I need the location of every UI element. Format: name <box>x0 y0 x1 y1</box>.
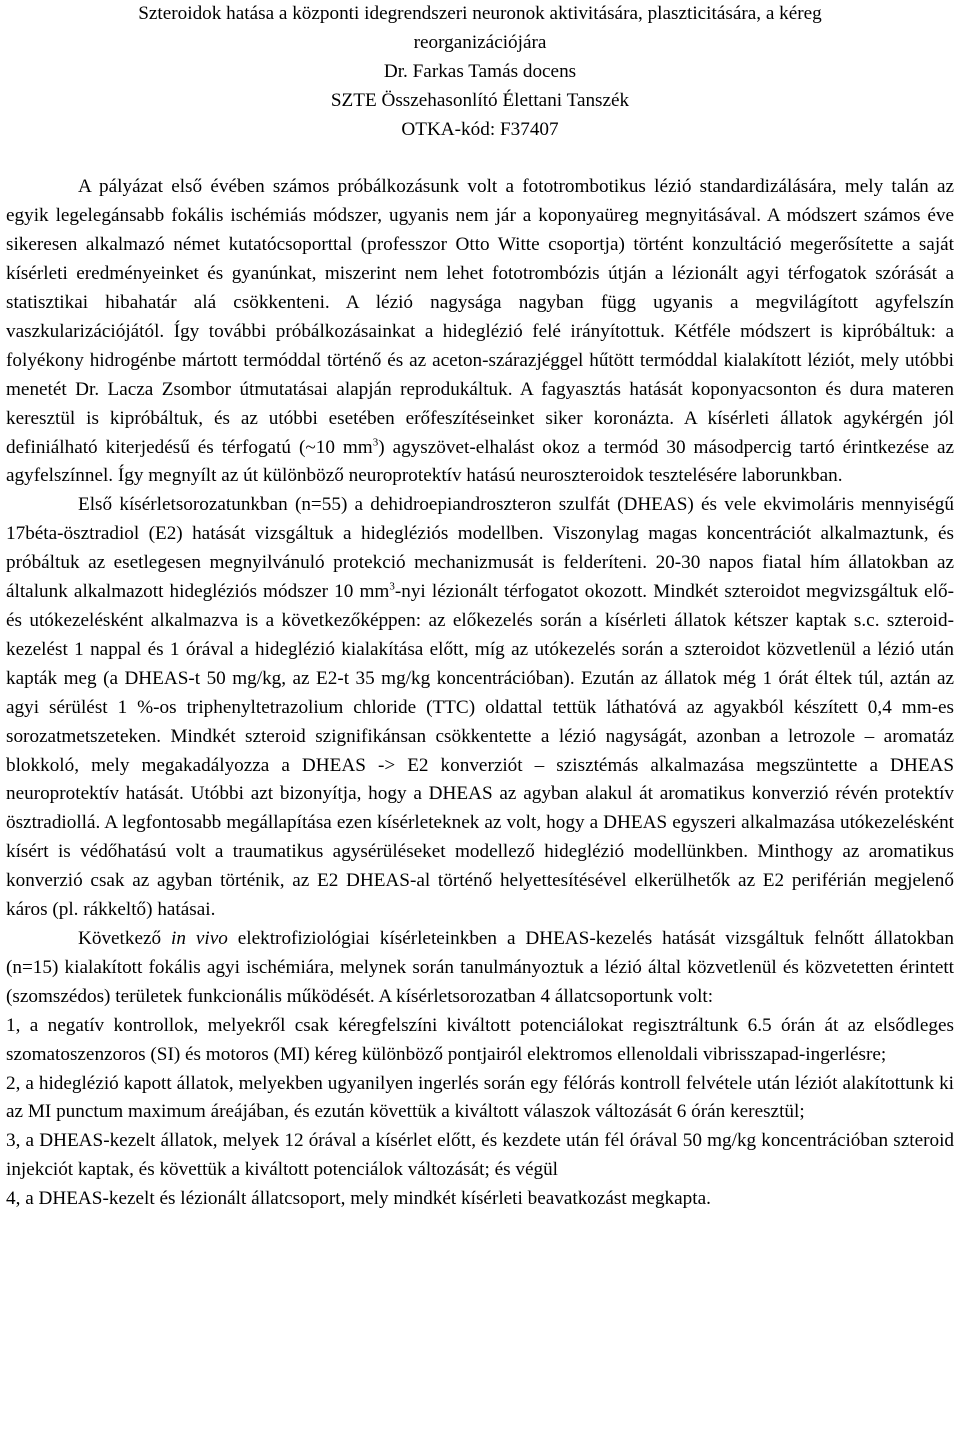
paragraph-1-superscript: 3 <box>372 436 379 449</box>
list-item: 4, a DHEAS-kezelt és lézionált állatcsoport, mely mindkét kísérleti beavatkozást megkapta. <box>6 1188 711 1210</box>
author-name: Dr. Farkas Tamás docens <box>383 60 577 82</box>
document-title-line-2: reorganizációjára <box>413 31 547 53</box>
paragraph-3-part-a: Következő <box>78 927 172 949</box>
paragraph-1-part-a: A pályázat első évében számos próbálkozásunk volt a fototrombotikus lézió standardizálására, mely talán az egyik legelegánsabb fokális ischémiás módszer, ugyanis nem jár a koponyaüreg megnyitásával. A módszert számos éve sikeresen alkalmazó német kutatócsoporttal (professzor Otto Witte csoportja) történt konzultáció megerősítette a saját kísérleti eredményeinket és gyanúnkat, miszerint nem lehet fototrombózis útján a lézionált agyi térfogatok szórását a statisztikai hibahatár alá csökkenteni. A lézió nagysága nagyban függ ugyanis a megvilágított agyfelszín vaszkularizációjától. Így további próbálkozásainkat a hideglézió felé irányítottuk. Kétféle módszert is kipróbáltuk: a folyékony hidrogénbe mártott termóddal történő és az aceton-szárazjéggel hűtött termóddal kialakított léziót, mely utóbbi menetét Dr. Lacza Zsombor útmutatásai alapján reprodukáltuk. A fagyasztás hatását koponyacsonton és dura materen keresztül is kipróbáltuk, és az utóbbi esetében erőfeszítéseinket siker koronázta. A kísérleti állatok agykérgén jól definiálható kiterjedésű és térfogatú (~10 mm <box>6 176 954 458</box>
paragraph-3 <box>6 925 954 1012</box>
paragraph-2-part-b: -nyi lézionált térfogatot okozott. Mindkét szteroidot megvizsgáltuk elő- és utókezelésként alkalmazva is a következőképpen: az előkezelés során a kísérleti állatok kétszer kaptak s.c. szteroid-kezelést 1 nappal és 1 órával a hideglézió kialakítása előtt, míg az utókezelés során a szteroidot közvetlenül a lézió után kapták meg (a DHEAS-t 50 mg/kg, az E2-t 35 mg/kg koncentrációban). Ezután az állatok még 1 órát éltek túl, aztán az agyi sérülést 1 %-os triphenyltetrazolium chloride (TTC) oldattal tettük láthatóvá az agyakból készített 0,4 mm-es sorozatmetszeteken. Mindkét szteroid szignifikánsan csökkentette a lézió nagyságát, azonban a letrozole – aromatáz blokkoló, mely megakadályozza a DHEAS -> E2 konverziót – szisztémás alkalmazása megszüntette a DHEAS neuroprotektív hatását. Utóbbi azt bizonyítja, hogy a DHEAS az agyban alakul át aromatikus konverzió révén protektív ösztradiollá. A legfontosabb megállapítása ezen kísérleteknek az volt, hogy a DHEAS egyszeri alkalmazása utókezelésként kísért is védőhatású volt a traumatikus agysérüléseket modellező hideglézió modellünkben. Minthogy az aromatikus konverzió csak az agyban történik, az E2 DHEAS-al történő helyettesítésével elkerülhetők az E2 periférián megjelenő káros (pl. rákkeltő) hatásai. <box>6 581 955 921</box>
paragraph-2-superscript: 3 <box>389 580 395 593</box>
paragraph-2-part-a: Első kísérletsorozatunkban (n=55) a dehidroepiandroszteron szulfát (DHEAS) és vele ekvimoláris mennyiségű 17béta-ösztradiol (E2) hatását vizsgáltuk a hidegléziós modellben. Viszonylag magas koncentrációt alkalmaztunk, és próbáltuk az esetlegesen megnyilvánuló protekció mechanizmusát is felderíteni. 20-30 napos fiatal hím állatokban az általunk alkalmazott hidegléziós módszer 10 mm <box>6 494 954 603</box>
document-page <box>6 0 954 1214</box>
department-name: SZTE Összehasonlító Élettani Tanszék <box>330 89 630 111</box>
paragraph-3-italic: in vivo <box>171 927 228 949</box>
document-header <box>6 0 954 145</box>
paragraph-2 <box>6 491 954 925</box>
otka-code: OTKA-kód: F37407 <box>401 118 559 140</box>
list-item: 1, a negatív kontrollok, melyekről csak kéregfelszíni kiváltott potenciálokat regisztráltunk 6.5 órán át az elsődleges szomatoszenzoros (SI) és motoros (MI) kéreg különböző pontjairól elektromos ellenoldali vibrisszapad-ingerlésre; <box>6 1014 954 1065</box>
header-spacer <box>6 145 954 174</box>
list-item: 2, a hideglézió kapott állatok, melyekben ugyanilyen ingerlés során egy félórás kontroll felvétele után léziót alakítottunk ki az MI punctum maximum áreájában, és ezután követtük a kiváltott válaszok változását 6 órán keresztül; <box>6 1072 954 1123</box>
list-item: 3, a DHEAS-kezelt állatok, melyek 12 órával a kísérlet előtt, és kezdete után fél órával 50 mg/kg koncentrációban szteroid injekciót kaptak, és követtük a kiváltott potenciálok változását; és végül <box>6 1130 954 1181</box>
document-title-line-1: Szteroidok hatása a központi idegrendszeri neuronok aktivitására, plaszticitására, a kéreg <box>138 3 822 24</box>
paragraph-3-part-b: elektrofiziológiai kísérleteinkben a DHEAS-kezelés hatását vizsgáltuk felnőtt állatokban (n=15) kialakított fokális agyi ischémiára, melynek során tanulmányoztuk a lézió által közvetlenül és közvetetten érintett (szomszédos) területek funkcionális működését. A kísérletsorozatban 4 állatcsoportunk volt: <box>6 927 954 1007</box>
paragraph-1 <box>6 173 954 491</box>
paragraph-1-part-b: ) agyszövet-elhalást okoz a termód 30 másodpercig tartó érintkezése az agyfelszínnel. Így megnyílt az út különböző neuroprotektív hatású neuroszteroidok tesztelésére laborunkban. <box>6 436 954 487</box>
